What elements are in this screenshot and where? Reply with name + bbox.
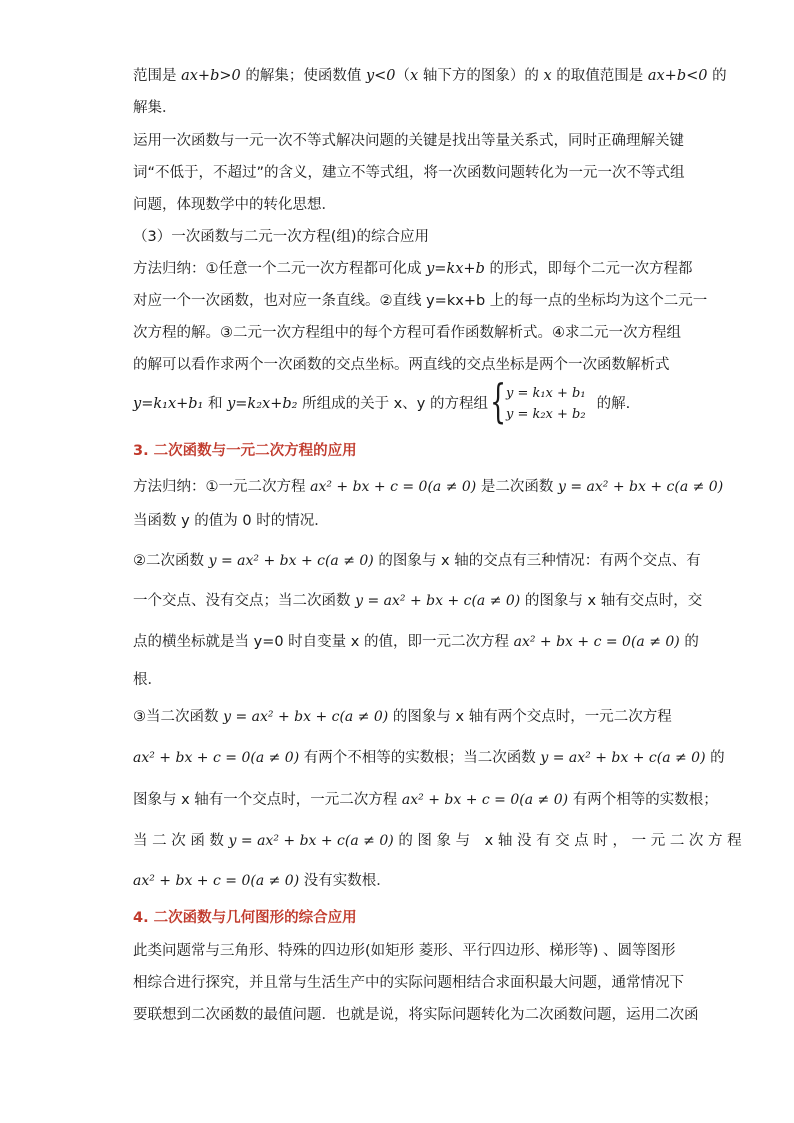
text-line xyxy=(133,551,701,571)
text: 的 xyxy=(705,750,725,766)
math-inline: y = ax² + bx + c(a ≠ 0) xyxy=(223,709,389,725)
text: 点的横坐标就是当 y=0 时自变量 x 的值，即一元二次方程 xyxy=(133,634,514,650)
text-line xyxy=(133,477,724,497)
text: ②二次函数 xyxy=(133,553,209,569)
text-line: 根． xyxy=(133,672,162,688)
text-line: 要联想到二次函数的最值问题．也就是说，将实际问题转化为二次函数问题，运用二次函 xyxy=(133,1007,699,1023)
text: 的取值范围是 xyxy=(551,68,648,84)
text-line: 相综合进行探究，并且常与生活生产中的实际问题相结合求面积最大问题，通常情况下 xyxy=(133,975,684,991)
equation-row: y = k₂x + b₂ xyxy=(505,407,586,422)
text: 有两个不相等的实数根；当二次函数 xyxy=(299,750,541,766)
math-inline: y = ax² + bx + c(a ≠ 0) xyxy=(208,553,374,569)
text: 和 xyxy=(203,396,228,412)
text: 图象与 x 轴有一个交点时，一元二次方程 xyxy=(133,792,402,808)
text: 的 xyxy=(707,68,727,84)
text-line xyxy=(133,871,665,891)
equation-system xyxy=(489,374,590,428)
text: 的 xyxy=(679,634,699,650)
math-inline: ax² + bx + c = 0(a ≠ 0) xyxy=(401,792,569,808)
text-line xyxy=(133,748,725,768)
text: ③当二次函数 xyxy=(133,709,224,725)
math-inline: y<0 xyxy=(365,68,396,84)
subsection-title: （3）一次函数与二元一次方程(组)的综合应用 xyxy=(133,229,430,245)
text-line: 的解可以看作求两个一次函数的交点坐标。两直线的交点坐标是两个一次函数解析式 xyxy=(133,357,670,373)
text-line: 次方程的解。③二元一次方程组中的每个方程可看作函数解析式。④求二元一次方程组 xyxy=(133,325,681,341)
text: 的形式，即每个二元一次方程都 xyxy=(484,261,693,277)
math-inline: y=k₂x+b₂ xyxy=(227,396,298,412)
text: 的 图 象 与 x 轴 没 有 交 点 时 ， 一 元 二 次 方 程 xyxy=(393,833,742,849)
section-heading: 4. 二次函数与几何图形的综合应用 xyxy=(133,910,357,926)
text-line xyxy=(133,591,703,611)
text: 一个交点、没有交点；当二次函数 xyxy=(133,593,356,609)
math-inline: ax² + bx + c = 0(a ≠ 0) xyxy=(310,479,477,495)
text-line xyxy=(133,66,727,86)
math-inline: x xyxy=(543,68,552,84)
text-line: 当函数 y 的值为 0 时的情况． xyxy=(133,513,329,529)
section-heading: 3. 二次函数与一元二次方程的应用 xyxy=(133,443,357,459)
text: 没有实数根． xyxy=(299,873,391,889)
text-line: 词“不低于，不超过”的含义，建立不等式组，将一次函数问题转化为一元一次不等式组 xyxy=(133,165,685,181)
text-line: 运用一次函数与一元一次不等式解决问题的关键是找出等量关系式，同时正确理解关键 xyxy=(133,133,684,149)
text-line xyxy=(133,632,699,652)
text: 有两个相等的实数根； xyxy=(568,792,718,808)
math-inline: y = ax² + bx + c(a ≠ 0) xyxy=(540,750,706,766)
text: 所组成的关于 x、y 的方程组 xyxy=(297,396,488,412)
text: 的图象与 x 轴的交点有三种情况：有两个交点、有 xyxy=(373,553,701,569)
text: 当 二 次 函 数 xyxy=(133,833,229,849)
text-line: 解集． xyxy=(133,100,177,116)
equation-row: y = k₁x + b₁ xyxy=(505,386,586,401)
math-inline: y=kx+b xyxy=(426,261,485,277)
math-inline: ax² + bx + c = 0(a ≠ 0) xyxy=(133,873,300,889)
math-inline: ax² + bx + c = 0(a ≠ 0) xyxy=(513,634,680,650)
math-inline: y = ax² + bx + c(a ≠ 0) xyxy=(355,593,521,609)
text-line: 问题，体现数学中的转化思想． xyxy=(133,197,336,213)
math-inline: y = ax² + bx + c(a ≠ 0) xyxy=(558,479,724,495)
text: 方法归纳：①任意一个二元一次方程都可化成 xyxy=(133,261,427,277)
text-line-equation-system xyxy=(133,374,665,430)
brace-glyph: { xyxy=(489,374,507,428)
text: 的图象与 x 轴有两个交点时，一元二次方程 xyxy=(388,709,672,725)
text-line: 此类问题常与三角形、特殊的四边形(如矩形 菱形、平行四边形、梯形等) 、圆等图形 xyxy=(133,943,676,959)
math-inline: y=k₁x+b₁ xyxy=(133,396,204,412)
text: 范围是 xyxy=(133,68,182,84)
text: 的解. xyxy=(591,396,631,412)
text-line xyxy=(133,831,742,851)
text: 是二次函数 xyxy=(476,479,558,495)
math-inline: x xyxy=(410,68,419,84)
math-inline: ax² + bx + c = 0(a ≠ 0) xyxy=(133,750,300,766)
text-line: 对应一个一次函数，也对应一条直线。②直线 y=kx+b 上的每一点的坐标均为这个二元一 xyxy=(133,293,708,309)
text-line xyxy=(133,259,693,279)
text: （ xyxy=(395,68,411,84)
text: 轴下方的图象）的 xyxy=(418,68,544,84)
text: 方法归纳：①一元二次方程 xyxy=(133,479,311,495)
math-inline: ax+b<0 xyxy=(647,68,708,84)
math-inline: ax+b>0 xyxy=(181,68,241,84)
math-inline: y = ax² + bx + c(a ≠ 0) xyxy=(228,833,394,849)
text: 的图象与 x 轴有交点时，交 xyxy=(520,593,703,609)
text: 的解集；使函数值 xyxy=(240,68,366,84)
text-line xyxy=(133,707,672,727)
text-line xyxy=(133,790,718,810)
